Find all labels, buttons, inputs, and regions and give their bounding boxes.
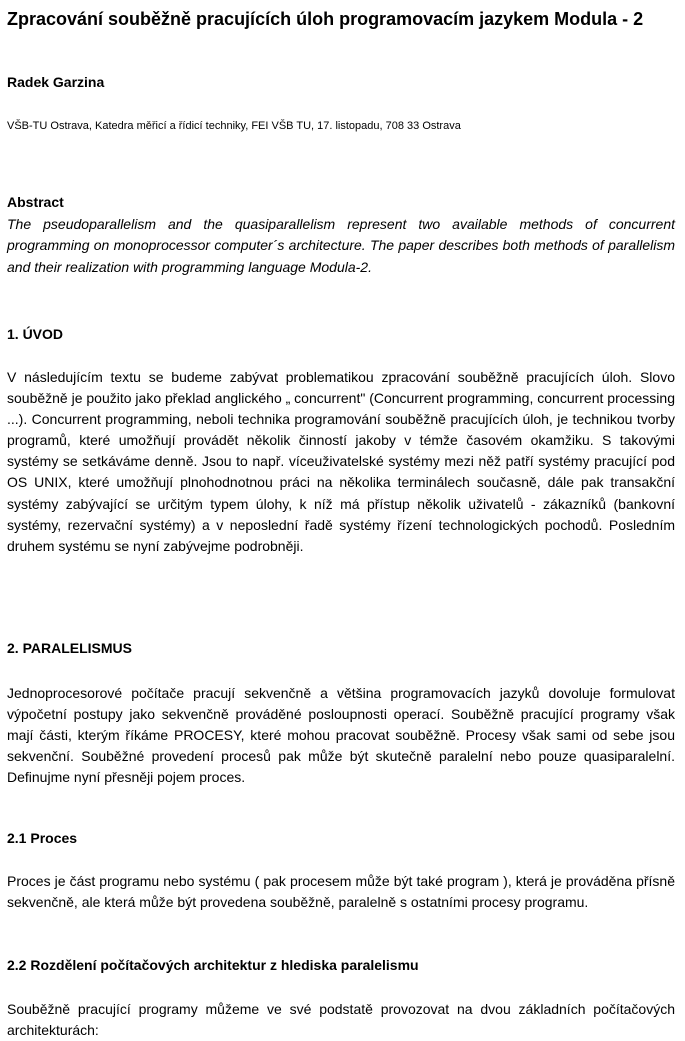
- author-affiliation: VŠB-TU Ostrava, Katedra měřicí a řídicí techniky, FEI VŠB TU, 17. listopadu, 708 33 Ostrava: [7, 120, 461, 132]
- section-heading-architektury: 2.2 Rozdělení počítačových architektur z hlediska paralelismu: [7, 957, 419, 973]
- section-paragraph-paralelismus: Jednoprocesorové počítače pracují sekvenčně a většina programovacích jazyků dovoluje formulovat výpočetní postupy jako sekvenčně prováděné posloupnosti operací. Souběžně pracující programy však mají části, kterým říkáme PROCESY, které mohou pracovat souběžně. Procesy však sami od sebe jsou sekvenční. Souběžné provedení procesů pak může být skutečně paralelní nebo pouze quasiparalelní. Definujme nyní přesněji pojem proces.: [7, 685, 675, 786]
- document-page: [7, 8, 675, 1039]
- section-paragraph-uvod: V následujícím textu se budeme zabývat problematikou zpracování souběžně pracujících úloh. Slovo souběžně je použito jako překlad anglického „ concurrent" (Concurrent programming, concurrent processing ...). Concurrent programming, neboli technika programování souběžně pracujících úloh, je technikou tvorby programů, které umožňují provádět několik činností jakoby v témže časovém okamžiku. S takovými systémy se setkáváme denně. Jsou to např. víceuživatelské systémy mezi něž patří systémy pracující pod OS UNIX, které umožňují plnohodnotnou práci na několika terminálech současně, dále pak transakční systémy zabývající se určitým typem úlohy, k níž má přístup několik uživatelů - zákazníků (bankovní systémy, rezervační systémy) a v neposlední řadě systémy řízení technologických pochodů. Posledním druhem systému se nyní zabývejme podrobněji.: [7, 369, 675, 554]
- document-title: Zpracování souběžně pracujících úloh programovacím jazykem Modula - 2: [7, 9, 644, 29]
- abstract-text: The pseudoparallelism and the quasiparallelism represent two available methods of concurrent programming on monoprocessor computer´s architecture. The paper describes both methods of parallelism and their realization with programming language Modula-2.: [7, 216, 675, 275]
- section-heading-proces: 2.1 Proces: [7, 830, 78, 846]
- section-heading-uvod: 1. ÚVOD: [7, 326, 64, 342]
- section-heading-paralelismus: 2. PARALELISMUS: [7, 640, 132, 656]
- author-name: Radek Garzina: [7, 74, 105, 90]
- abstract-heading: Abstract: [7, 194, 64, 210]
- section-paragraph-proces: Proces je část programu nebo systému ( pak procesem může být také program ), která je prováděna přísně sekvenčně, ale která může být provedena souběžně, paralelně s ostatními procesy programu.: [7, 873, 675, 911]
- section-paragraph-architektury: Souběžně pracující programy můžeme ve své podstatě provozovat na dvou základních počítačových architekturách:: [7, 1001, 675, 1039]
